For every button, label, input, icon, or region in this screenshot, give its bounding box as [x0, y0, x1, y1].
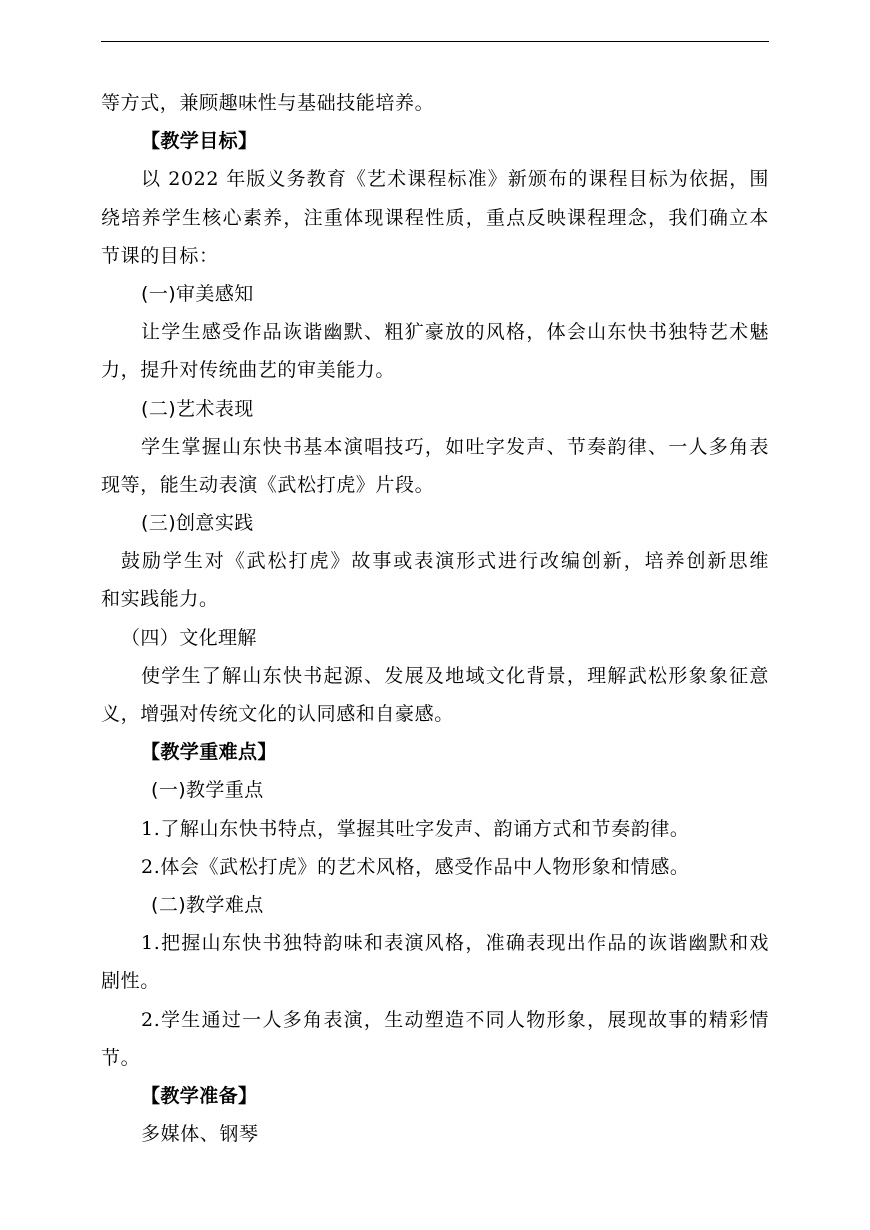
header-rule	[101, 41, 769, 42]
goal2-paragraph-line: 现等，能生动表演《武松打虎》片段。	[101, 473, 435, 496]
goal4-paragraph-line: 使学生了解山东快书起源、发展及地域文化背景，理解武松形象象征意	[141, 664, 769, 687]
goal4-paragraph-line: 义，增强对传统文化的认同感和自豪感。	[101, 703, 454, 725]
key-title: (一)教学重点	[151, 779, 264, 802]
goal3-paragraph-line: 和实践能力。	[101, 588, 219, 611]
goal1-title: (一)审美感知	[141, 282, 254, 305]
goal2-title: (二)艺术表现	[141, 397, 254, 420]
goal3-paragraph-line: 鼓励学生对《武松打虎》故事或表演形式进行改编创新，培养创新思维	[121, 550, 769, 573]
prep-heading: 【教学准备】	[141, 1084, 258, 1107]
document-page	[101, 84, 769, 1153]
goal2-paragraph-line: 学生掌握山东快书基本演唱技巧，如吐字发声、节奏韵律、一人多角表	[141, 435, 769, 458]
keypoints-heading: 【教学重难点】	[141, 741, 277, 764]
intro-tail-text: 等方式，兼顾趣味性与基础技能培养。	[101, 92, 435, 114]
goal4-title: （四）文化理解	[121, 626, 257, 649]
goal1-paragraph-line: 让学生感受作品诙谐幽默、粗犷豪放的风格，体会山东快书独特艺术魅	[141, 321, 769, 344]
difficult-item-line: 2.学生通过一人多角表演，生动塑造不同人物形象，展现故事的精彩情	[141, 1008, 769, 1031]
difficult-item-line: 剧性。	[101, 970, 160, 993]
difficult-title: (二)教学难点	[151, 893, 264, 916]
goals-paragraph-line: 以 2022 年版义务教育《艺术课程标准》新颁布的课程目标为依据，围	[141, 168, 769, 191]
difficult-item-line: 节。	[101, 1046, 141, 1069]
key-item: 2.体会《武松打虎》的艺术风格，感受作品中人物形象和情感。	[141, 855, 690, 878]
goal3-title: (三)创意实践	[141, 512, 254, 535]
key-item: 1.了解山东快书特点，掌握其吐字发声、韵诵方式和节奏韵律。	[141, 817, 690, 840]
goals-paragraph-line: 绕培养学生核心素养，注重体现课程性质，重点反映课程理念，我们确立本	[101, 206, 769, 229]
difficult-item-line: 1.把握山东快书独特韵味和表演风格，准确表现出作品的诙谐幽默和戏	[141, 932, 769, 955]
goals-heading: 【教学目标】	[141, 130, 258, 153]
goals-paragraph-line: 节课的目标：	[101, 244, 219, 267]
goal1-paragraph-line: 力，提升对传统曲艺的审美能力。	[101, 359, 396, 382]
prep-text: 多媒体、钢琴	[141, 1123, 259, 1146]
